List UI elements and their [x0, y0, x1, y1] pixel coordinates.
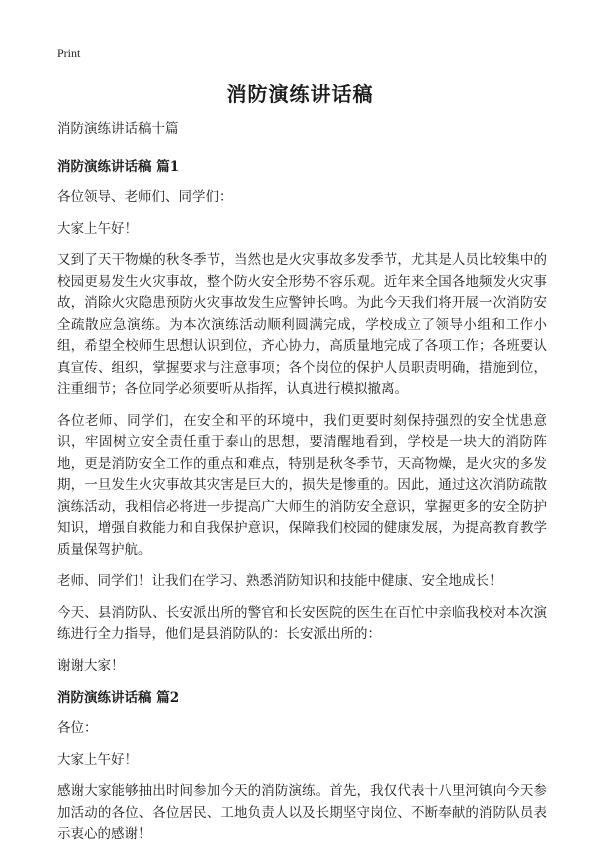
print-link[interactable]: Print: [57, 46, 81, 60]
paragraph: 大家上午好！: [57, 220, 138, 237]
paragraph: 谢谢大家！: [57, 657, 125, 674]
paragraph: 今天、县消防队、长安派出所的警官和长安医院的医生在百忙中亲临我校对本次演练进行全力指导，他们是县消防队的：长安派出所的：: [57, 604, 547, 642]
paragraph: 各位老师、同学们，在安全和平的环境中，我们更要时刻保持强烈的安全忧患意识，牢固树立安全责任重于泰山的思想，要清醒地看到，学校是一块大的消防阵地，更是消防安全工作的重点和难点，特别是秋冬季节，天高物燥，是火灾的多发期，一旦发生火灾事故其灾害是巨大的，损失是惨重的。因此，通过这次消防疏散演练活动，我相信必将进一步提高广大师生的消防安全意识，掌握更多的安全防护知识，增强自救能力和自我保护意识，保障我们校园的健康发展，为提高教育教学质量保驾护航。: [57, 412, 547, 558]
paragraph: 各位：: [57, 720, 98, 736]
section-heading: 消防演练讲话稿 篇2: [57, 690, 180, 706]
section-heading: 消防演练讲话稿 篇1: [57, 159, 180, 175]
page-title: 消防演练讲话稿: [226, 82, 374, 106]
paragraph: 又到了天干物燥的秋冬季节，当然也是火灾事故多发季节，尤其是人员比较集中的校园更易发生火灾事故，整个防火安全形势不容乐观。近年来全国各地频发火灾事故，消除火灾隐患预防火灾事故发生应警钟长鸣。为此今天我们将开展一次消防安全疏散应急演练。为本次演练活动顺利圆满完成，学校成立了领导小组和工作小组，希望全校师生思想认识到位，齐心协力，高质量地完成了各项工作；各班要认真宣传、组织，掌握要求与注意事项；各个岗位的保护人员职责明确，措施到位，注重细节；各位同学必须要听从指挥，认真进行模拟撤离。: [57, 252, 547, 397]
document-body: [57, 118, 547, 856]
paragraph: 感谢大家能够抽出时间参加今天的消防演练。首先，我仅代表十八里河镇向今天参加活动的各位、各位居民、工地负责人以及长期坚守岗位、不断奉献的消防队员表示衷心的感谢！: [57, 783, 547, 842]
section-1: [57, 156, 547, 677]
paragraph: 各位领导、老师们、同学们：: [57, 189, 233, 205]
paragraph: 大家上午好！: [57, 751, 138, 768]
section-2: [57, 687, 547, 846]
paragraph: 老师、同学们！让我们在学习、熟悉消防知识和技能中健康、安全地成长！: [57, 573, 503, 589]
document-subtitle: 消防演练讲话稿十篇: [57, 121, 179, 137]
